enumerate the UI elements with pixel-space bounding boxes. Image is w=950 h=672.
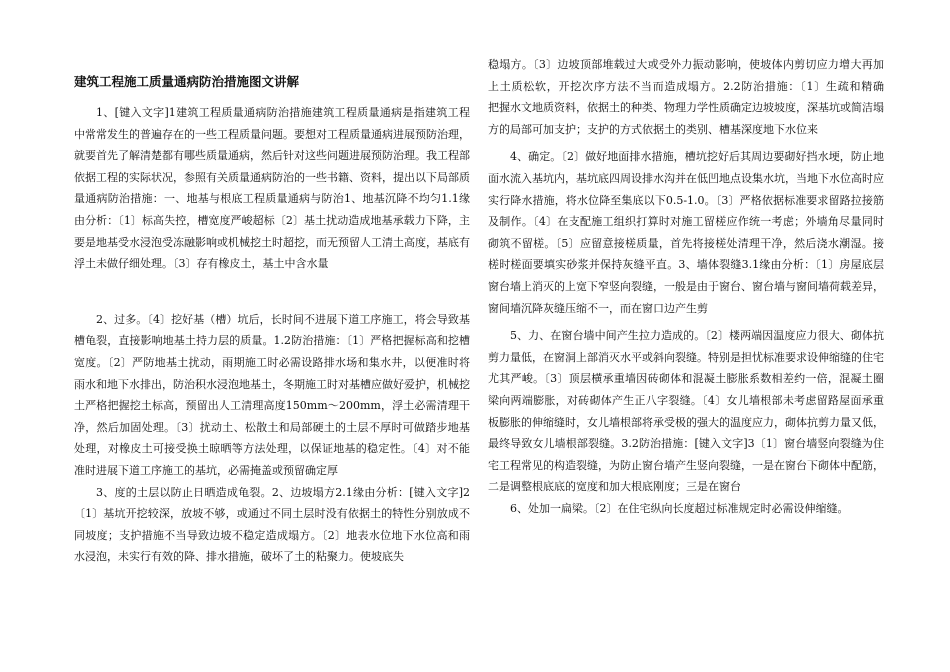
paragraph-2: 2、过多。〔4〕挖好基（槽）坑后，长时间不进展下道工序施工，将会导致基槽龟裂，直接影响地基土持力层的质量。1.2防治措施：〔1〕严格把握标高和挖槽宽度。〔2〕严防地基土扰动，雨期施工时必需设路排水场和集水井，以便准时将雨水和地下水排出，防治积水浸泡地基土，冬期施工时对基槽应做好爱护，机械挖土严格把握挖土标高，预留出人工清理高度150mm～200mm，浮土必需清理干净，然后加固处理。〔3〕扰动土、松散土和局部硬土的土层不厚时可做踏步地基处理，对橡皮土可接受换土晾晒等方法处理，以保证地基的稳定性。〔4〕对不能准时进展下道工序施工的基坑，必需掩盖或预留确定厚 xyxy=(74,312,470,477)
paragraph-continued: 稳塌方。〔3〕边坡顶部堆载过大或受外力振动影响，使坡体内剪切应力增大再加上土质松软，开挖次序方法不当而造成塌方。2.2防治措施：〔1〕生疏和精确 把握水文地质资料，依据土的种类、物理力学性质确定边坡坡度，深基坑或简洁塌方的局部可加支护；支护的方式依据土的类别、槽基深度地下水位来 xyxy=(488,58,906,136)
paragraph-gap xyxy=(74,275,470,309)
paragraph-6: 6、处加一扁梁。〔2〕在住宅纵向长度超过标准规定时必需设伸缩缝。 xyxy=(510,501,849,515)
paragraph-4: 4、确定。〔2〕做好地面排水措施，槽坑挖好后其周边要砌好挡水埂，防止地面水流入基坑内，基坑底四周设排水沟并在低凹地点设集水坑，当地下水位高时应实行降水措施，将水位降至集底以下0.5-1.0。〔3〕严格依据标准要求留路拉接筋及制作。〔4〕在支配施工组织打算时对施工留槎应作统一考虑；外墙角尽量同时砌筑不留槎。〔5〕应留意接槎质量，首先将接槎处清理干净，然后浇水潮湿。接槎时槎面要填实砂浆并保持灰缝平直。3、墙体裂缝3.1缘由分析：〔1〕房屋底层窗台墙上消灭的上宽下窄竖向裂缝，一般是由于窗台、窗台墙与窗间墙荷载差异，窗间墙沉降灰缝压缩不一，而在窗口边产生剪 xyxy=(488,150,884,315)
right-column xyxy=(488,54,906,519)
document-title: 建筑工程施工质量通病防治措施图文讲解 xyxy=(74,74,300,89)
paragraph-1: 1、[键入文字]1建筑工程质量通病防治措施建筑工程质量通病是指建筑工程中常常发生的普遍存在的一些工程质量问题。要想对工程质量通病进展预防治理，就要首先了解清楚都有哪些质量通病，然后针对这些问题进展预防治理。我工程部依据工程的实际状况，参照有关质量通病防治的一些书籍、资料，提出以下局部质量通病防治措施：一、地基与根底工程质量通病与防治1、地基沉降不均匀1.1缘由分析：〔1〕标高失控，槽宽度严峻超标〔2〕基土扰动造成地基承载力下降，主要是地基受水浸泡受冻融影响或机械挖土时超挖，而无预留人工清土高度，基底有浮土未做仔细处理。〔3〕存有橡皮土，基土中含水量 xyxy=(74,106,470,271)
paragraph-5: 5、力、在窗台墙中间产生拉力造成的。〔2〕楼两端因温度应力很大、砌体抗剪力量低，在窗洞上部消灭水平或斜向裂缝。特别是担忧标准要求设伸缩缝的住宅尤其严峻。〔3〕顶层横承重墙因砖砌体和混凝土膨胀系数相差约一倍，混凝土圈梁向两端膨胀，对砖砌体产生正八字裂缝。〔4〕女儿墙根部未考虑留路屋面承重板膨胀的伸缩缝时，女儿墙根部将承受极的强大的温度应力，砌体抗剪力量又低，最终导致女儿墙根部裂缝。3.2防治措施：[键入文字]3〔1〕窗台墙竖向裂缝为住宅工程常见的构造裂缝，为防止窗台墙产生竖向裂缝，一是在窗台下砌体中配筋，二是调整根底底的宽度和加大根底刚度；三是在窗台 xyxy=(488,329,884,494)
left-column xyxy=(74,54,470,568)
paragraph-3: 3、度的土层以防止日晒造成龟裂。2、边坡塌方2.1缘由分析：[键入文字]2〔1〕基坑开挖较深，放坡不够，或通过不同土层时没有依据土的特性分别放成不同坡度；支护措施不当导致边坡不稳定造成塌方。〔2〕地表水位地下水位高和雨水浸泡，未实行有效的降、排水措施，破坏了土的粘聚力。使坡底失 xyxy=(74,485,470,564)
